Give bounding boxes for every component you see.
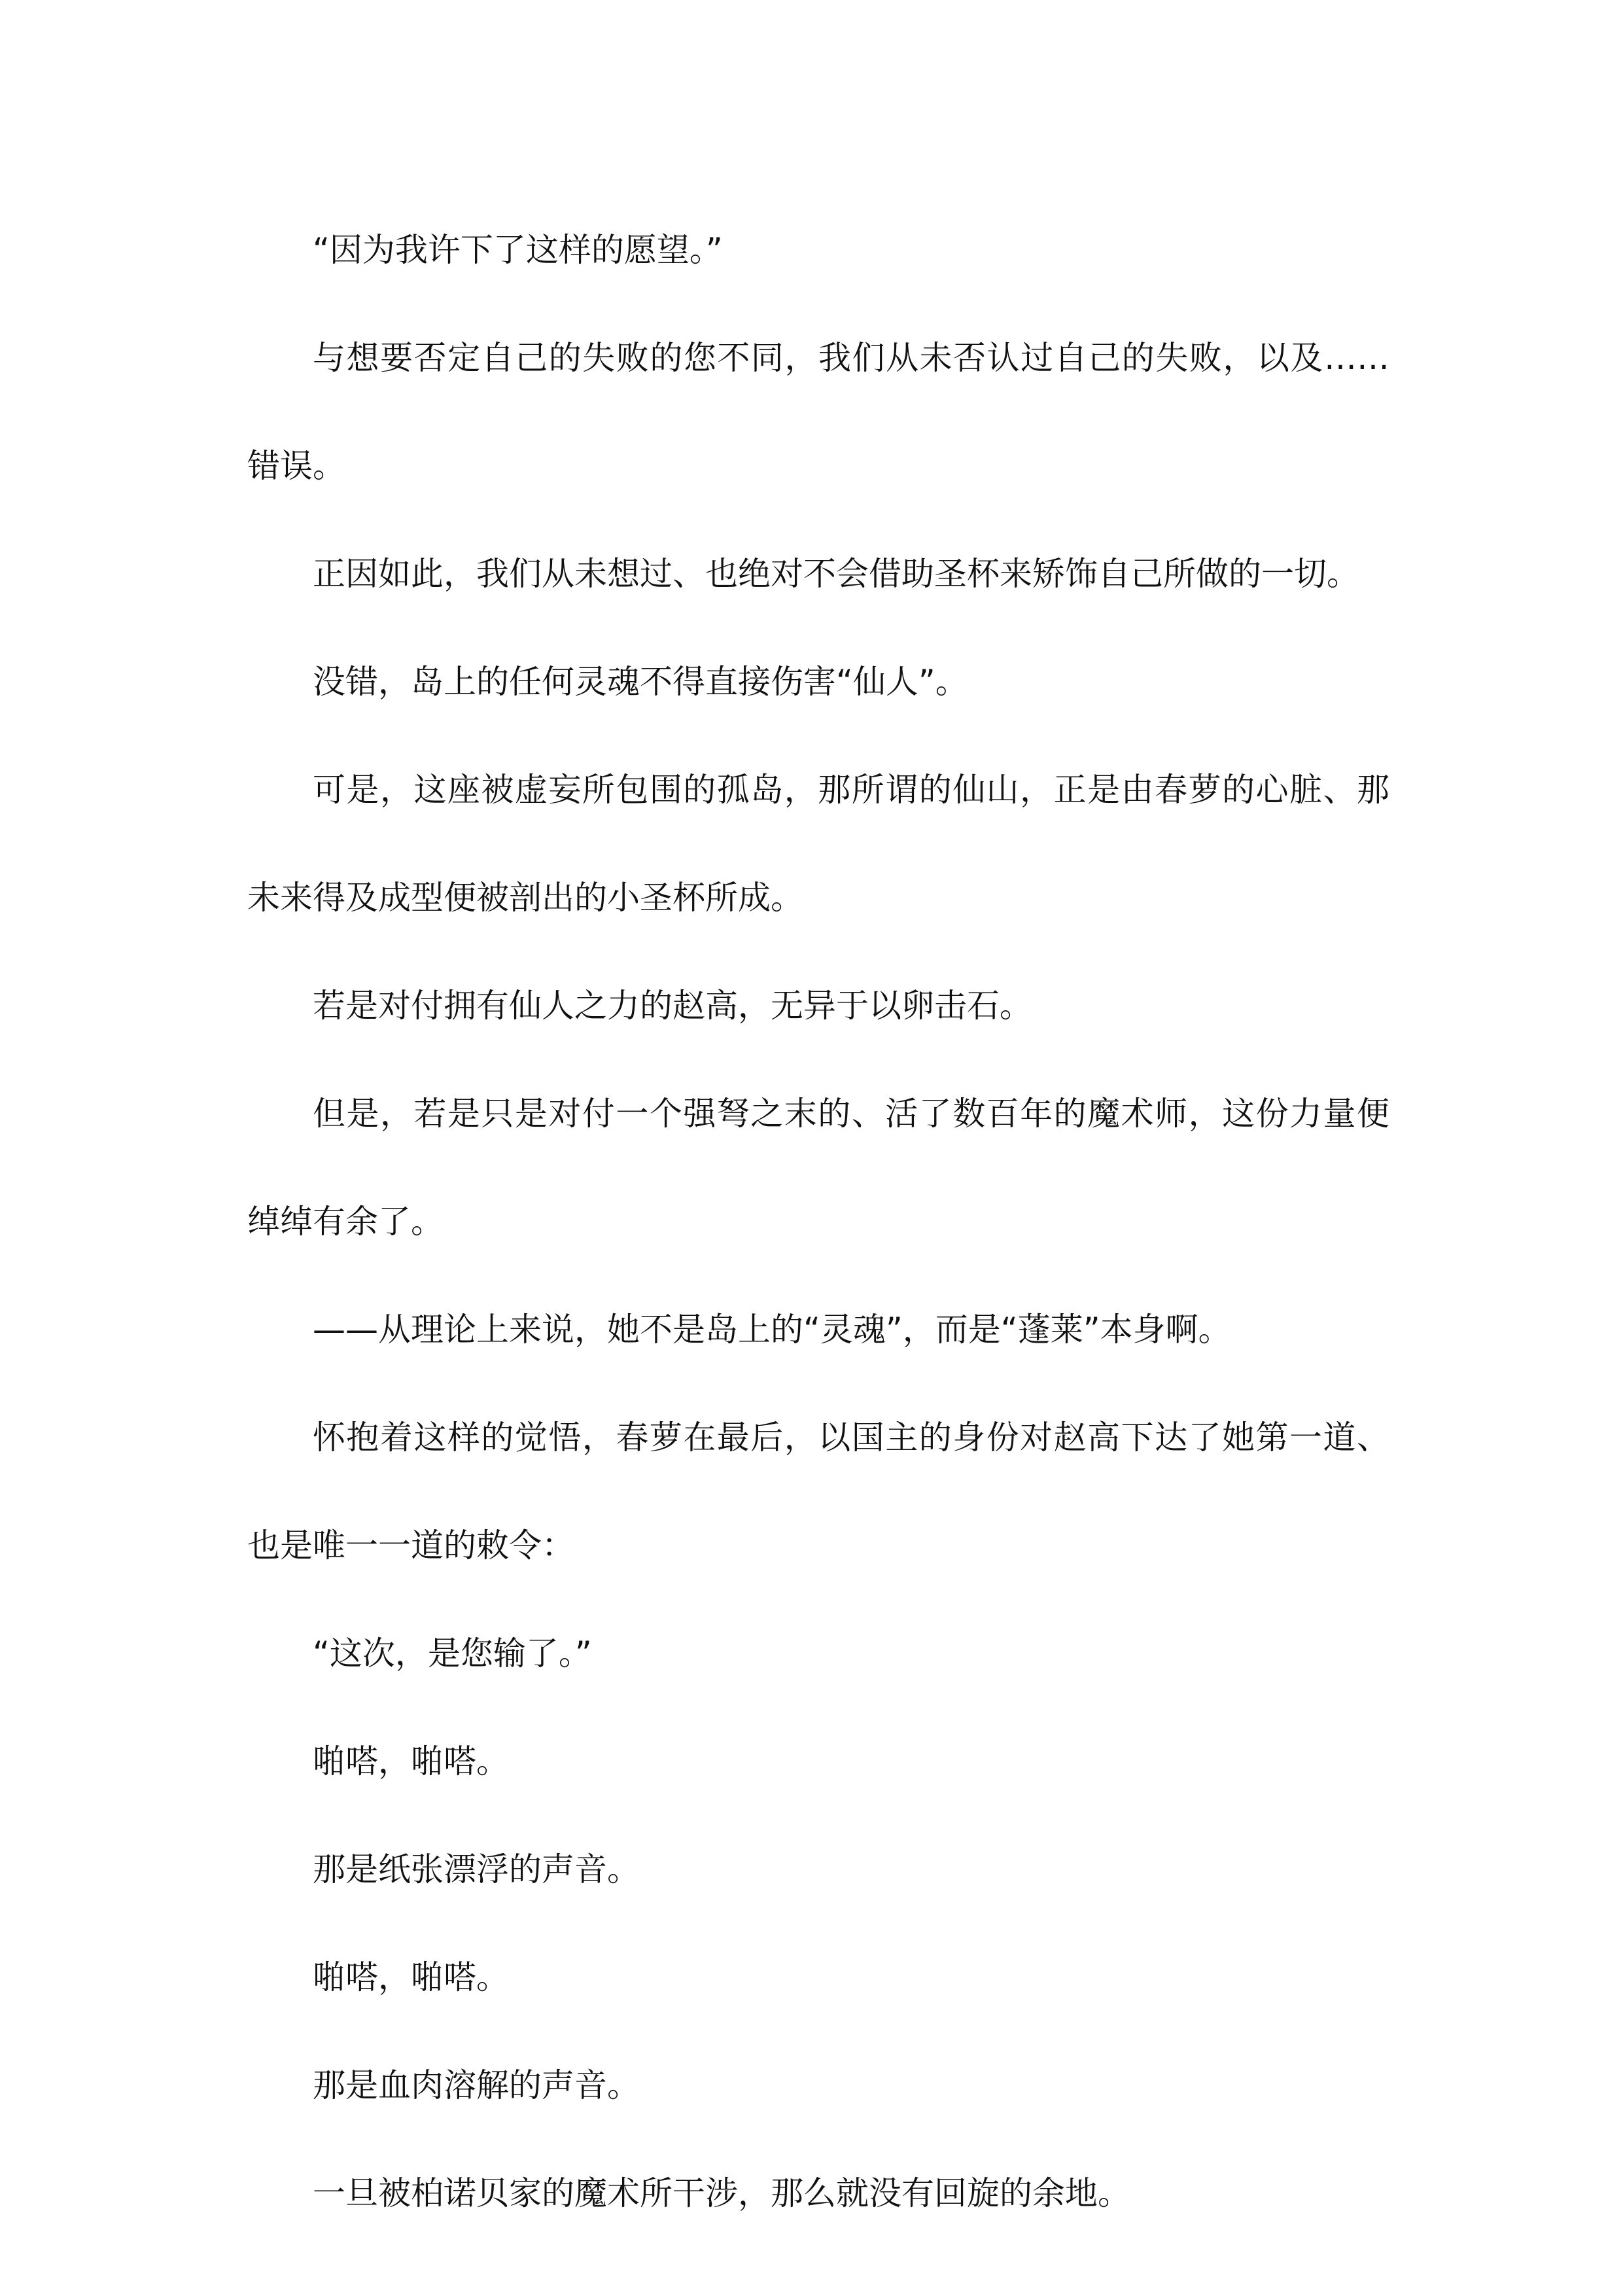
paragraph: 怀抱着这样的觉悟，春萝在最后，以国主的身份对赵高下达了她第一道、也是唯一一道的敕令： bbox=[247, 1419, 1389, 1564]
paragraph: 没错，岛上的任何灵魂不得直接伤害“仙人”。 bbox=[313, 663, 968, 701]
paragraph: “因为我许下了这样的愿望。” bbox=[313, 231, 723, 269]
body-text bbox=[247, 196, 1389, 2248]
paragraph: 但是，若是只是对付一个强弩之末的、活了数百年的魔术师，这份力量便绰绰有余了。 bbox=[247, 1095, 1389, 1241]
paragraph: ——从理论上来说，她不是岛上的“灵魂”，而是“蓬莱”本身啊。 bbox=[313, 1311, 1231, 1349]
paragraph: 与想要否定自己的失败的您不同，我们从未否认过自己的失败，以及……错误。 bbox=[247, 339, 1389, 485]
paragraph: 那是纸张漂浮的声音。 bbox=[313, 1850, 640, 1888]
paragraph: 一旦被柏诺贝家的魔术所干涉，那么就没有回旋的余地。 bbox=[313, 2174, 1130, 2212]
paragraph: 啪嗒，啪嗒。 bbox=[313, 1958, 509, 1996]
paragraph: 若是对付拥有仙人之力的赵高，无异于以卵击石。 bbox=[313, 987, 1032, 1025]
paragraph: 可是，这座被虚妄所包围的孤岛，那所谓的仙山，正是由春萝的心脏、那未来得及成型便被剖出的小圣杯所成。 bbox=[247, 771, 1389, 917]
paragraph: 啪嗒，啪嗒。 bbox=[313, 1742, 509, 1780]
paragraph: “这次，是您输了。” bbox=[313, 1634, 592, 1672]
paragraph: 那是血肉溶解的声音。 bbox=[313, 2066, 640, 2104]
paragraph: 正因如此，我们从未想过、也绝对不会借助圣杯来矫饰自己所做的一切。 bbox=[313, 555, 1359, 593]
